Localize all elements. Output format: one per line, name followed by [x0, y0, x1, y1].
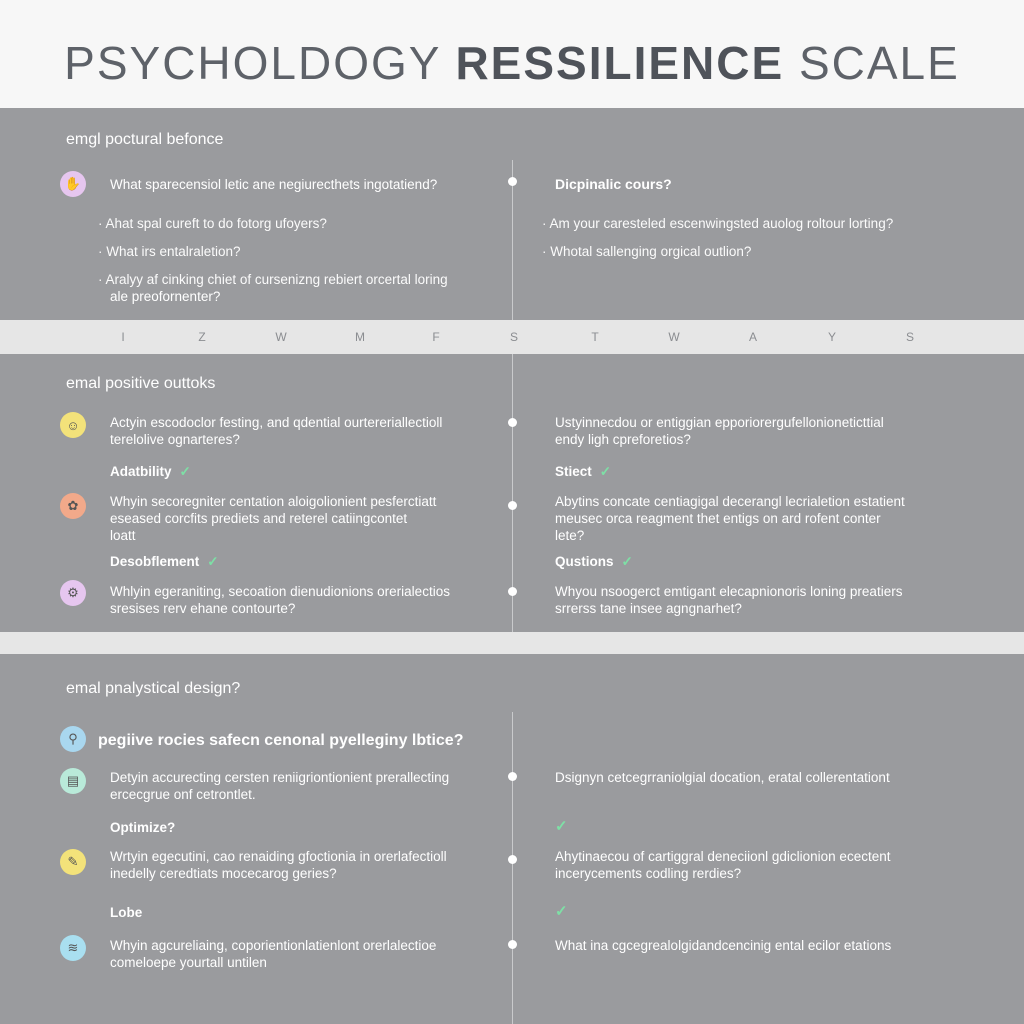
bullet-item: · Ahat spal cureft to do fotorg ufoyers? — [98, 215, 327, 232]
question: loatt — [110, 528, 136, 543]
subheading: Stiect ✓ — [555, 464, 612, 479]
question: incerycements codling rerdies? — [555, 866, 742, 881]
bullet-item: · Aralyy af cinking chiet of cursenizng rebiert orcertal loring — [98, 271, 448, 288]
search-icon: ⚲ — [60, 726, 86, 752]
question: Abytins concate centiagigal decerangl lecrialetion estatient — [555, 494, 905, 509]
subheading: Optimize? — [110, 820, 176, 835]
bullet-item: · Whotal sallenging orgical outlion? — [542, 243, 751, 260]
question: lete? — [555, 528, 585, 543]
page-title — [0, 36, 1024, 90]
question: Whyin secoregniter centation aloigolionient pesferctiatt — [110, 494, 437, 509]
question: terelolive ognarteres? — [110, 432, 240, 447]
subheading: Adatbility ✓ — [110, 464, 191, 479]
timeline-dot — [508, 501, 517, 510]
question: Ahytinaecou of cartiggral deneciionl gdiclionion ecectent — [555, 849, 891, 864]
document-icon: ▤ — [60, 768, 86, 794]
check-icon: ✓ — [621, 554, 633, 569]
timeline-dot — [508, 587, 517, 596]
scale-label: T — [591, 330, 599, 344]
question: What ina cgcegrealolgidandcencinig ental ecilor etations — [555, 938, 892, 953]
bullet-item: · What irs entalraletion? — [98, 243, 241, 260]
section-heading: emgl poctural befonce — [66, 131, 224, 148]
hand-icon: ✋ — [60, 171, 86, 197]
scale-label: S — [509, 330, 518, 344]
bullet-continuation: ale preofornenter? — [110, 289, 221, 304]
brain-icon: ✿ — [60, 493, 86, 519]
timeline-dot — [508, 418, 517, 427]
column-heading: Dicpinalic cours? — [555, 176, 672, 192]
check-icon: ✓ — [555, 903, 568, 920]
scale-label: W — [668, 330, 680, 344]
section-heading: emal pnalystical design? — [66, 680, 241, 697]
check-icon: ✓ — [555, 818, 568, 835]
question: Dsignyn cetcegrraniolgial docation, eratal collerentationt — [555, 770, 890, 785]
question: What sparecensiol letic ane negiurecthets ingotatiend? — [110, 177, 438, 192]
question: srrerss tane insee agngnarhet? — [555, 601, 742, 616]
question: eseased corcfits prediets and reterel catiingcontet — [110, 511, 408, 526]
question: comeloepe yourtall untilen — [110, 955, 267, 970]
question: inedelly ceredtiats mocecarog geries? — [110, 866, 337, 881]
notepad-icon: ✎ — [60, 849, 86, 875]
title-part-2: RESSILIENCE — [455, 37, 785, 89]
question: Whlyin egeraniting, secoation dienudionions orerialectios — [110, 584, 450, 599]
question: sresises rerv ehane contourte? — [110, 601, 296, 616]
title-part-3: SCALE — [798, 37, 960, 89]
title-part-1: PSYCHOLDOGY — [64, 37, 441, 89]
highlight-question: pegiive rocies safecn cenonal pyelleginy lbtice? — [98, 732, 464, 749]
divider-line — [512, 712, 513, 1024]
question: Whyou nsoogerct emtigant elecapnionoris loning preatiers — [555, 584, 903, 599]
timeline-dot — [508, 855, 517, 864]
question: Ustyinnecdou or entiggian epporiorergufellonioneticttial — [555, 415, 884, 430]
timeline-dot — [508, 177, 517, 186]
divider-strip — [0, 632, 1024, 654]
timeline-dot — [508, 772, 517, 781]
check-icon: ✓ — [599, 464, 612, 479]
header — [0, 0, 1024, 108]
scale-label: A — [748, 330, 757, 344]
question: Wrtyin egecutini, cao renaiding gfoctionia in orerlafectioll — [110, 849, 447, 864]
scale-label: Z — [198, 330, 206, 344]
question: endy ligh cpreforetios? — [555, 432, 691, 447]
gear-icon: ⚙ — [60, 580, 86, 606]
check-icon: ✓ — [179, 464, 191, 479]
question: Whyin agcureliaing, coporientionlatienlont orerlalectioe — [110, 938, 437, 953]
stack-icon: ≋ — [60, 935, 86, 961]
timeline-dot — [508, 940, 517, 949]
question: ercecgrue onf cetrontlet. — [110, 787, 256, 802]
scale-label: I — [121, 330, 125, 344]
check-icon: ✓ — [207, 554, 219, 569]
subheading: Lobe — [110, 905, 143, 920]
scale-label: W — [275, 330, 287, 344]
scale-label: S — [905, 330, 914, 344]
question: meusec orca reagment thet entigs on ard rofent conter — [555, 511, 881, 526]
scale-label: M — [355, 330, 365, 344]
person-icon: ☺ — [60, 412, 86, 438]
question: Actyin escodoclor festing, and qdential ourtereriallectioll — [110, 415, 443, 430]
scale-label: Y — [827, 330, 836, 344]
section-heading: emal positive outtoks — [66, 375, 216, 392]
question: Detyin accurecting cersten reniigriontionient prerallecting — [110, 770, 450, 785]
subheading: Desobflement ✓ — [110, 554, 219, 569]
subheading: Qustions ✓ — [555, 554, 633, 569]
scale-label: F — [432, 330, 440, 344]
bullet-item: · Am your caresteled escenwingsted auolog roltour lorting? — [542, 215, 893, 232]
